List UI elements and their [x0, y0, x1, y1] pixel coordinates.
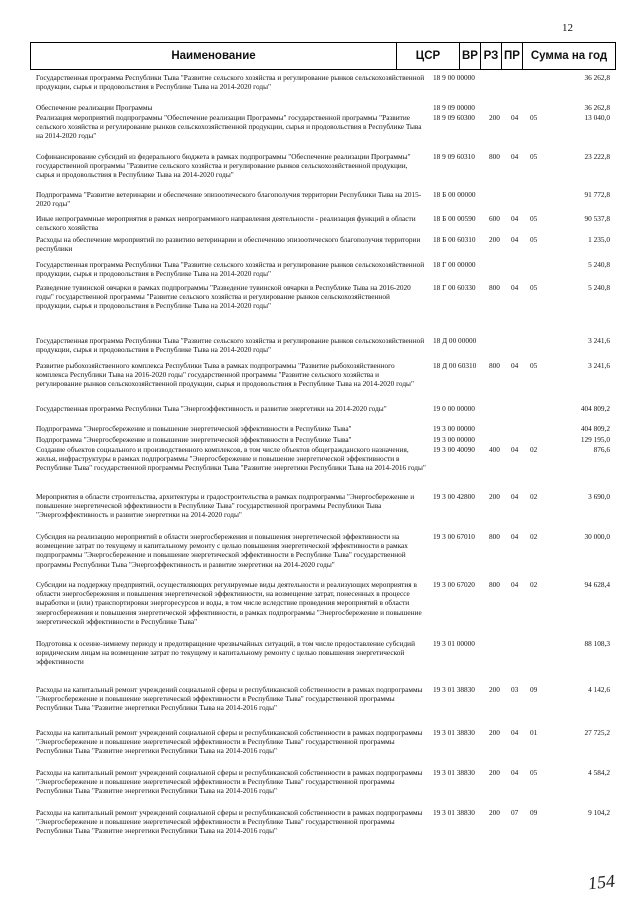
row-sum: 27 725,2: [584, 728, 610, 737]
header-csr: ЦСР: [397, 43, 460, 70]
row-vr: 200: [489, 685, 500, 694]
row-csr: 19 3 00 40090: [433, 445, 475, 454]
row-vr: 800: [489, 152, 500, 161]
row-rz: 04: [511, 768, 519, 777]
row-csr: 19 3 00 00000: [433, 424, 475, 433]
row-name: Государственная программа Республики Тыва "Развитие сельского хозяйства и регулирование рынков сельскохозяйственной продукции, сырья и продовольствия в Республике Тыва на 2014-2020 годы": [36, 73, 425, 92]
row-csr: 18 9 09 60300: [433, 113, 475, 122]
row-vr: 600: [489, 214, 500, 223]
row-name: Создание объектов социального и производственного комплексов, в том числе объектов общегражданского назначения, жилья, инфраструктуры в рамках подпрограммы "Энергосбережение и повышение энергетической эффективности в Республике Тыва" государственной программы Республики Тыва "Развитие энергетики Республики Тыва на 2014-2016 годы": [36, 445, 426, 473]
row-name: Обеспечение реализации Программы: [36, 103, 153, 112]
row-name: Расходы на обеспечение мероприятий по развитию ветеринарии и обеспечению эпизоотического благополучия территории республики: [36, 235, 421, 254]
row-csr: 19 3 00 67010: [433, 532, 475, 541]
row-sum: 404 809,2: [580, 404, 610, 413]
row-name: Расходы на капитальный ремонт учреждений социальной сферы и республиканской собственности в рамках подпрограммы "Энергосбережение и повышение энергетической эффективности в Республике Тыва" государственной программы Республики Тыва "Развитие энергетики Республики Тыва на 2014-2016 годы": [36, 685, 423, 713]
row-csr: 19 3 01 00000: [433, 639, 475, 648]
row-rz: 04: [511, 580, 519, 589]
row-name: Подпрограмма "Энергосбережение и повышение энергетической эффективности в Республике Тыва": [36, 435, 352, 444]
row-vr: 400: [489, 445, 500, 454]
row-sum: 4 142,6: [588, 685, 610, 694]
row-csr: 19 3 01 38830: [433, 728, 475, 737]
row-name: Софинансирование субсидий из федерального бюджета в рамках подпрограммы "Обеспечение реализации Программы" государственной программы "Развитие сельского хозяйства и регулирование рынков сельскохозяйственной продукции, сырья и продовольствия в Республике Тыва на 2014-2020 годы": [36, 152, 411, 180]
row-sum: 3 690,0: [588, 492, 610, 501]
row-vr: 200: [489, 728, 500, 737]
row-sum: 3 241,6: [588, 361, 610, 370]
row-rz: 04: [511, 214, 519, 223]
row-name: Иные непрограммные мероприятия в рамках непрограммного направления деятельности - реализация функций в области сельского хозяйства: [36, 214, 416, 233]
row-rz: 04: [511, 492, 519, 501]
row-sum: 129 195,0: [580, 435, 610, 444]
row-pr: 05: [530, 235, 538, 244]
row-vr: 200: [489, 768, 500, 777]
row-pr: 01: [530, 728, 538, 737]
row-pr: 05: [530, 113, 538, 122]
row-csr: 18 Г 00 00000: [433, 260, 476, 269]
header-sum: Сумма на год: [523, 43, 616, 70]
row-pr: 05: [530, 768, 538, 777]
row-name: Расходы на капитальный ремонт учреждений социальной сферы и республиканской собственности в рамках подпрограммы "Энергосбережение и повышение энергетической эффективности в Республике Тыва" государственной программы Республики Тыва "Развитие энергетики Республики Тыва на 2014-2016 годы": [36, 728, 423, 756]
row-csr: 18 9 09 60310: [433, 152, 475, 161]
row-sum: 88 108,3: [584, 639, 610, 648]
row-sum: 13 040,0: [584, 113, 610, 122]
header-vr: ВР: [460, 43, 481, 70]
row-sum: 404 809,2: [580, 424, 610, 433]
row-pr: 02: [530, 492, 538, 501]
row-name: Реализация мероприятий подпрограммы "Обеспечение реализации Программы" государственной программы "Развитие сельского хозяйства и регулирование рынков сельскохозяйственной продукции, сырья и продовольствия в Республике Тыва на 2014-2020 годы": [36, 113, 422, 141]
row-pr: 02: [530, 532, 538, 541]
row-csr: 18 9 09 00000: [433, 103, 475, 112]
row-name: Субсидия на реализацию мероприятий в области энергосбережения и повышения энергетической эффективности на возмещение затрат по текущему и капитальному ремонту с целью повышения энергетической эффективности в рамках подпрограммы "Энергосбережение и повышение энергетической эффективности в Республике Тыва" государственной программы Республики Тыва "Энергоэффективность и развитие энергетики на 2014-2020 годы": [36, 532, 408, 569]
row-rz: 04: [511, 235, 519, 244]
row-name: Подпрограмма "Развитие ветеринарии и обеспечение эпизоотического благополучия территории Республики Тыва на 2015-2020 годы": [36, 190, 422, 209]
row-csr: 18 Д 00 60310: [433, 361, 477, 370]
row-sum: 9 104,2: [588, 808, 610, 817]
row-vr: 800: [489, 283, 500, 292]
row-rz: 03: [511, 685, 519, 694]
row-name: Разведение тувинской овчарки в рамках подпрограммы "Разведение тувинской овчарки в Республике Тыва на 2016-2020 годы" государственной программы "Развитие сельского хозяйства и регулирование рынков сельскохозяйственной продукции, сырья и продовольствия в Республике Тыва на 2014-2020 годы": [36, 283, 411, 311]
row-sum: 5 240,8: [588, 260, 610, 269]
row-pr: 05: [530, 361, 538, 370]
row-pr: 02: [530, 580, 538, 589]
row-pr: 09: [530, 685, 538, 694]
row-csr: 18 Б 00 00590: [433, 214, 476, 223]
row-rz: 04: [511, 113, 519, 122]
row-csr: 18 Б 00 60310: [433, 235, 476, 244]
row-csr: 19 0 00 00000: [433, 404, 475, 413]
row-csr: 19 3 01 38830: [433, 685, 475, 694]
row-sum: 91 772,8: [584, 190, 610, 199]
row-pr: 05: [530, 283, 538, 292]
row-sum: 23 222,8: [584, 152, 610, 161]
row-rz: 04: [511, 728, 519, 737]
row-vr: 800: [489, 580, 500, 589]
row-pr: 09: [530, 808, 538, 817]
row-csr: 19 3 00 00000: [433, 435, 475, 444]
row-csr: 18 Д 00 00000: [433, 336, 477, 345]
row-name: Развитие рыбохозяйственного комплекса Республики Тыва в рамках подпрограммы "Развитие рыбохозяйственного комплекса Республики Тыва на 2016-2020 годы" государственной программы "Развитие сельского хозяйства и регулирование рынков сельскохозяйственной продукции, сырья и продовольствия в Республике Тыва на 2014-2020 годы": [36, 361, 414, 389]
row-name: Расходы на капитальный ремонт учреждений социальной сферы и республиканской собственности в рамках подпрограммы "Энергосбережение и повышение энергетической эффективности в Республике Тыва" государственной программы Республики Тыва "Развитие энергетики Республики Тыва на 2014-2016 годы": [36, 808, 423, 836]
row-vr: 200: [489, 492, 500, 501]
row-vr: 200: [489, 113, 500, 122]
row-sum: 5 240,8: [588, 283, 610, 292]
row-sum: 90 537,8: [584, 214, 610, 223]
row-pr: 05: [530, 214, 538, 223]
row-sum: 3 241,6: [588, 336, 610, 345]
row-csr: 19 3 00 67020: [433, 580, 475, 589]
row-vr: 200: [489, 235, 500, 244]
row-name: Мероприятия в области строительства, архитектуры и градостроительства в рамках подпрограммы "Энергосбережение и повышение энергетической эффективности в Республике Тыва" государственной программы Республики Тыва "Энергоэффективность и развитие энергетики на 2014-2020 годы": [36, 492, 415, 520]
row-pr: 02: [530, 445, 538, 454]
row-vr: 200: [489, 808, 500, 817]
row-rz: 04: [511, 152, 519, 161]
row-name: Государственная программа Республики Тыва "Развитие сельского хозяйства и регулирование рынков сельскохозяйственной продукции, сырья и продовольствия в Республике Тыва на 2014-2020 годы": [36, 260, 425, 279]
row-csr: 18 Г 00 60330: [433, 283, 476, 292]
row-csr: 19 3 01 38830: [433, 808, 475, 817]
row-sum: 36 262,8: [584, 103, 610, 112]
row-sum: 876,6: [593, 445, 610, 454]
header-name: Наименование: [31, 43, 397, 70]
row-rz: 04: [511, 283, 519, 292]
row-rz: 07: [511, 808, 519, 817]
row-pr: 05: [530, 152, 538, 161]
row-name: Государственная программа Республики Тыва "Энергоэффективность и развитие энергетики на 2014-2020 годы": [36, 404, 387, 413]
row-name: Подпрограмма "Энергосбережение и повышение энергетической эффективности в Республике Тыва": [36, 424, 352, 433]
row-csr: 18 Б 00 00000: [433, 190, 476, 199]
row-csr: 18 9 00 00000: [433, 73, 475, 82]
row-name: Государственная программа Республики Тыва "Развитие сельского хозяйства и регулирование рынков сельскохозяйственной продукции, сырья и продовольствия в Республике Тыва на 2014-2020 годы": [36, 336, 425, 355]
row-rz: 04: [511, 445, 519, 454]
row-name: Расходы на капитальный ремонт учреждений социальной сферы и республиканской собственности в рамках подпрограммы "Энергосбережение и повышение энергетической эффективности в Республике Тыва" государственной программы Республики Тыва "Развитие энергетики Республики Тыва на 2014-2016 годы": [36, 768, 423, 796]
row-sum: 4 584,2: [588, 768, 610, 777]
row-name: Подготовка к осенне-зимнему периоду и предотвращение чрезвычайных ситуаций, в том числе предоставление субсидий юридическим лицам на возмещение затрат по текущему и капитальному ремонту с целью повышения энергетической эффективности: [36, 639, 415, 667]
header-pr: ПР: [502, 43, 523, 70]
handwritten-page-mark: 154: [586, 870, 616, 894]
row-vr: 800: [489, 532, 500, 541]
page-number: 12: [562, 22, 573, 34]
row-name: Субсидии на поддержку предприятий, осуществляющих регулируемые виды деятельности и реализующих мероприятия в области энергосбережения и повышения энергетической эффективности, на возмещение затрат, понесенных в процессе выработки и (или) транспортировки энергоресурсов и воды, в том числе вследствие проведения мероприятий в области энергосбережения и повышения энергетической эффективности, в рамках подпрограммы "Энергосбережение и повышение энергетической эффективности в Республике Тыва": [36, 580, 422, 626]
row-csr: 19 3 01 38830: [433, 768, 475, 777]
row-sum: 36 262,8: [584, 73, 610, 82]
row-csr: 19 3 00 42800: [433, 492, 475, 501]
row-sum: 94 628,4: [584, 580, 610, 589]
row-vr: 800: [489, 361, 500, 370]
row-rz: 04: [511, 532, 519, 541]
row-sum: 1 235,0: [588, 235, 610, 244]
row-rz: 04: [511, 361, 519, 370]
row-sum: 30 000,0: [584, 532, 610, 541]
header-rz: РЗ: [481, 43, 502, 70]
